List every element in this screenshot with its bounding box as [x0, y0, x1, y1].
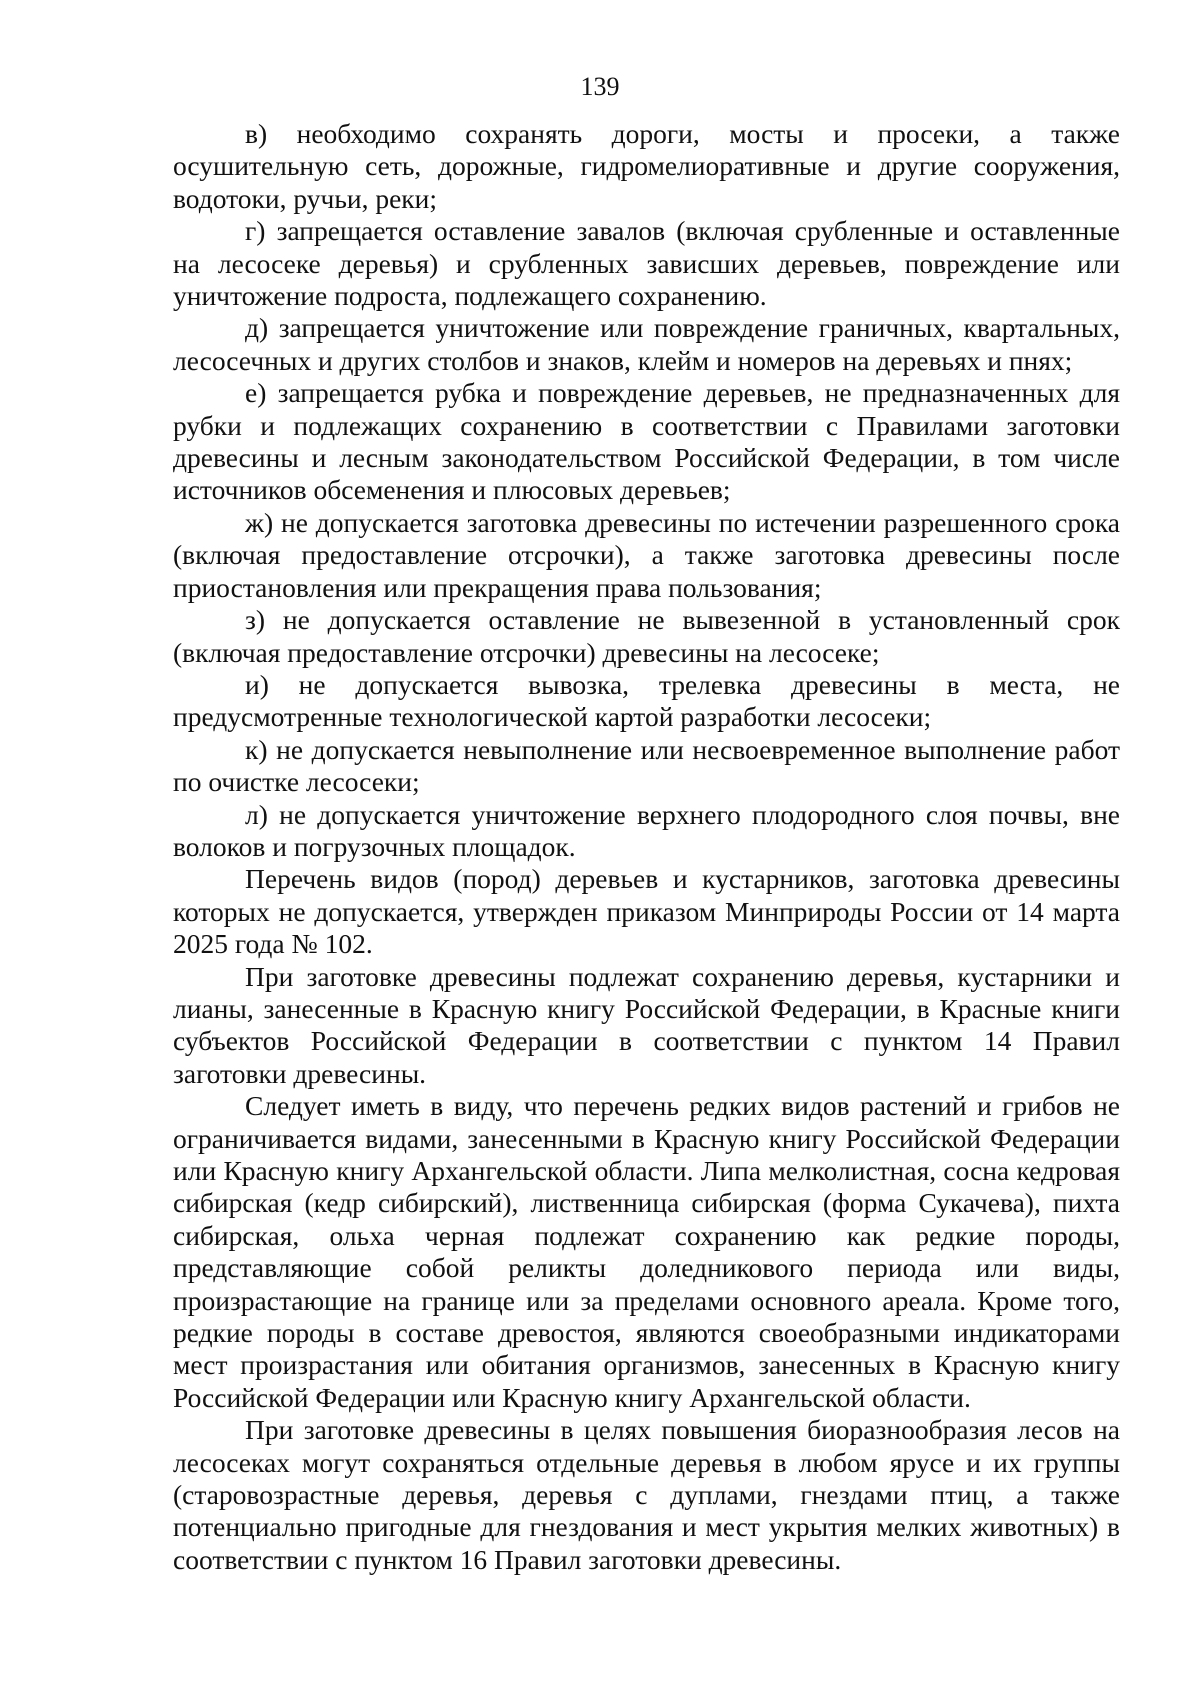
paragraph-item-g: г) запрещается оставление завалов (включая срубленные и оставленные на лесосеке деревья) и срубленных зависших деревьев, повреждение или уничтожение подроста, подлежащего сохранению.: [173, 215, 1120, 312]
paragraph-item-v: в) необходимо сохранять дороги, мосты и просеки, а также осушительную сеть, дорожные, гидромелиоративные и другие сооружения, водотоки, ручьи, реки;: [173, 118, 1120, 214]
paragraph-item-e: е) запрещается рубка и повреждение деревьев, не предназначенных для рубки и подлежащих сохранению в соответствии с Правилами заготовки древесины и лесным законодательством Российской Федерации, в том числе источников обсеменения и плюсовых деревьев;: [173, 377, 1120, 506]
paragraph-item-z: з) не допускается оставление не вывезенной в установленный срок (включая предоставление отсрочки) древесины на лесосеке;: [173, 604, 1120, 668]
paragraph-red-book: При заготовке древесины подлежат сохранению деревья, кустарники и лианы, занесенные в Красную книгу Российской Федерации, в Красные книги субъектов Российской Федерации в соответствии с пунктом 14 Правил заготовки древесины.: [173, 960, 1120, 1089]
paragraph-item-i: и) не допускается вывозка, трелевка древесины в места, не предусмотренные технологической картой разработки лесосеки;: [173, 668, 1120, 733]
paragraph-item-d: д) запрещается уничтожение или повреждение граничных, квартальных, лесосечных и других столбов и знаков, клейм и номеров на деревьях и пнях;: [173, 312, 1120, 376]
body-text: [173, 118, 1120, 1576]
paragraph-biodiversity: При заготовке древесины в целях повышения биоразнообразия лесов на лесосеках могут сохраняться отдельные деревья в любом ярусе и их группы (старовозрастные деревья, деревья с дуплами, гнездами птиц, а также потенциально пригодные для гнездования и мест укрытия мелких животных) в соответствии с пунктом 16 Правил заготовки древесины.: [173, 1414, 1120, 1575]
paragraph-rare-species: Следует иметь в виду, что перечень редких видов растений и грибов не ограничивается видами, занесенными в Красную книгу Российской Федерации или Красную книгу Архангельской области. Липа мелколистная, сосна кедровая сибирская (кедр сибирский), лиственница сибирская (форма Сукачева), пихта сибирская, ольха черная подлежат сохранению как редкие породы, представляющие собой реликты доледникового периода или виды, произрастающие на границе или за пределами основного ареала. Кроме того, редкие породы в составе древостоя, являются своеобразными индикаторами мест произрастания или обитания организмов, занесенных в Красную книгу Российской Федерации или Красную книгу Архангельской области.: [173, 1090, 1120, 1413]
page-number: 139: [580, 72, 620, 101]
paragraph-item-k: к) не допускается невыполнение или несвоевременное выполнение работ по очистке лесосеки;: [173, 733, 1120, 798]
paragraph-item-zh: ж) не допускается заготовка древесины по истечении разрешенного срока (включая предоставление отсрочки), а также заготовка древесины после приостановления или прекращения права пользования;: [173, 506, 1120, 603]
paragraph-species-list: Перечень видов (пород) деревьев и кустарников, заготовка древесины которых не допускается, утвержден приказом Минприроды России от 14 марта 2025 года № 102.: [173, 863, 1120, 960]
paragraph-item-l: л) не допускается уничтожение верхнего плодородного слоя почвы, вне волоков и погрузочных площадок.: [173, 798, 1120, 862]
